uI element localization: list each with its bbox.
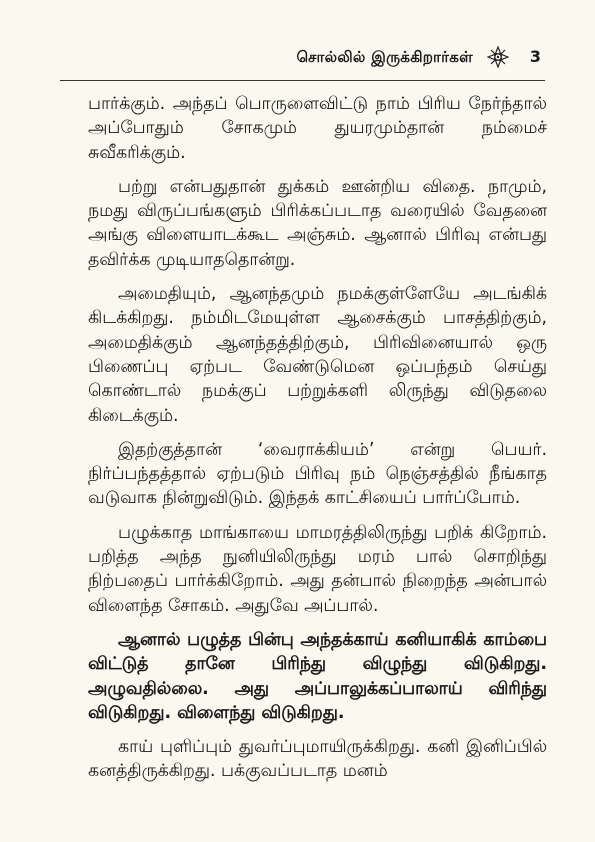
body-text <box>88 92 547 794</box>
paragraph: இதற்குத்தான் ‘வைராக்கியம்’ என்று பெயர். நிர்ப்பந்தத்தால் ஏற்படும் பிரிவு நம் நெஞ்சத்தில் நீங்காத வடுவாக நின்றுவிடும். இந்தக் காட்சியைப் பார்ப்போம். <box>88 439 547 509</box>
paragraph: பற்று என்பதுதான் துக்கம் ஊன்றிய விதை. நாமும், நமது விருப்பங்களும் பிரிக்கப்படாத வரையில் வேதனை அங்கு விளையாடக்கூட அஞ்சும். ஆனால் பிரிவு என்பது தவிர்க்க முடியாததொன்று. <box>88 176 547 270</box>
flower-ornament-icon <box>487 46 509 68</box>
running-header-title: சொல்லில் இருக்கிறார்கள் <box>296 48 473 66</box>
paragraph: பழுக்காத மாங்காயை மாமரத்திலிருந்து பறிக் கிறோம். பறித்த அந்த நுனியிலிருந்து மரம் பால் சொறிந்து நிற்பதைப் பார்க்கிறோம். அது தன்பால் நிறைந்த அன்பால் விளைந்த சோகம். அதுவே அப்பால். <box>88 522 547 616</box>
paragraph: ஆனால் பழுத்த பின்பு அந்தக்காய் கனியாகிக் காம்பை விட்டுத் தானே பிரிந்து விழுந்து விடுகிறது. அழுவதில்லை. அது அப்பாலுக்கப்பாலாய் விரிந்து விடுகிறது. விளைந்து விடுகிறது. <box>88 629 547 723</box>
paragraph: பார்க்கும். அந்தப் பொருளைவிட்டு நாம் பிரிய நேர்ந்தால் அப்போதும் சோகமும் துயரமும்தான் நம்மைச் சுவீகரிக்கும். <box>88 94 547 163</box>
page-number: 3 <box>529 47 541 66</box>
running-header <box>60 44 545 81</box>
paragraph: காய் புளிப்பும் துவர்ப்புமாயிருக்கிறது. கனி இனிப்பில் கனத்திருக்கிறது. பக்குவப்படாத மனம் <box>88 737 547 782</box>
paragraph: அமைதியும், ஆனந்தமும் நமக்குள்ளேயே அடங்கிக் கிடக்கிறது. நம்மிடமேயுள்ள ஆசைக்கும் பாசத்திற்கும், அமைதிக்கும் ஆனந்தத்திற்கும், பிரிவினையால் ஒரு பிணைப்பு ஏற்பட வேண்டுமென ஒப்பந்தம் செய்து கொண்டால் நமக்குப் பற்றுக்களி லிருந்து விடுதலை கிடைக்கும். <box>88 284 547 426</box>
